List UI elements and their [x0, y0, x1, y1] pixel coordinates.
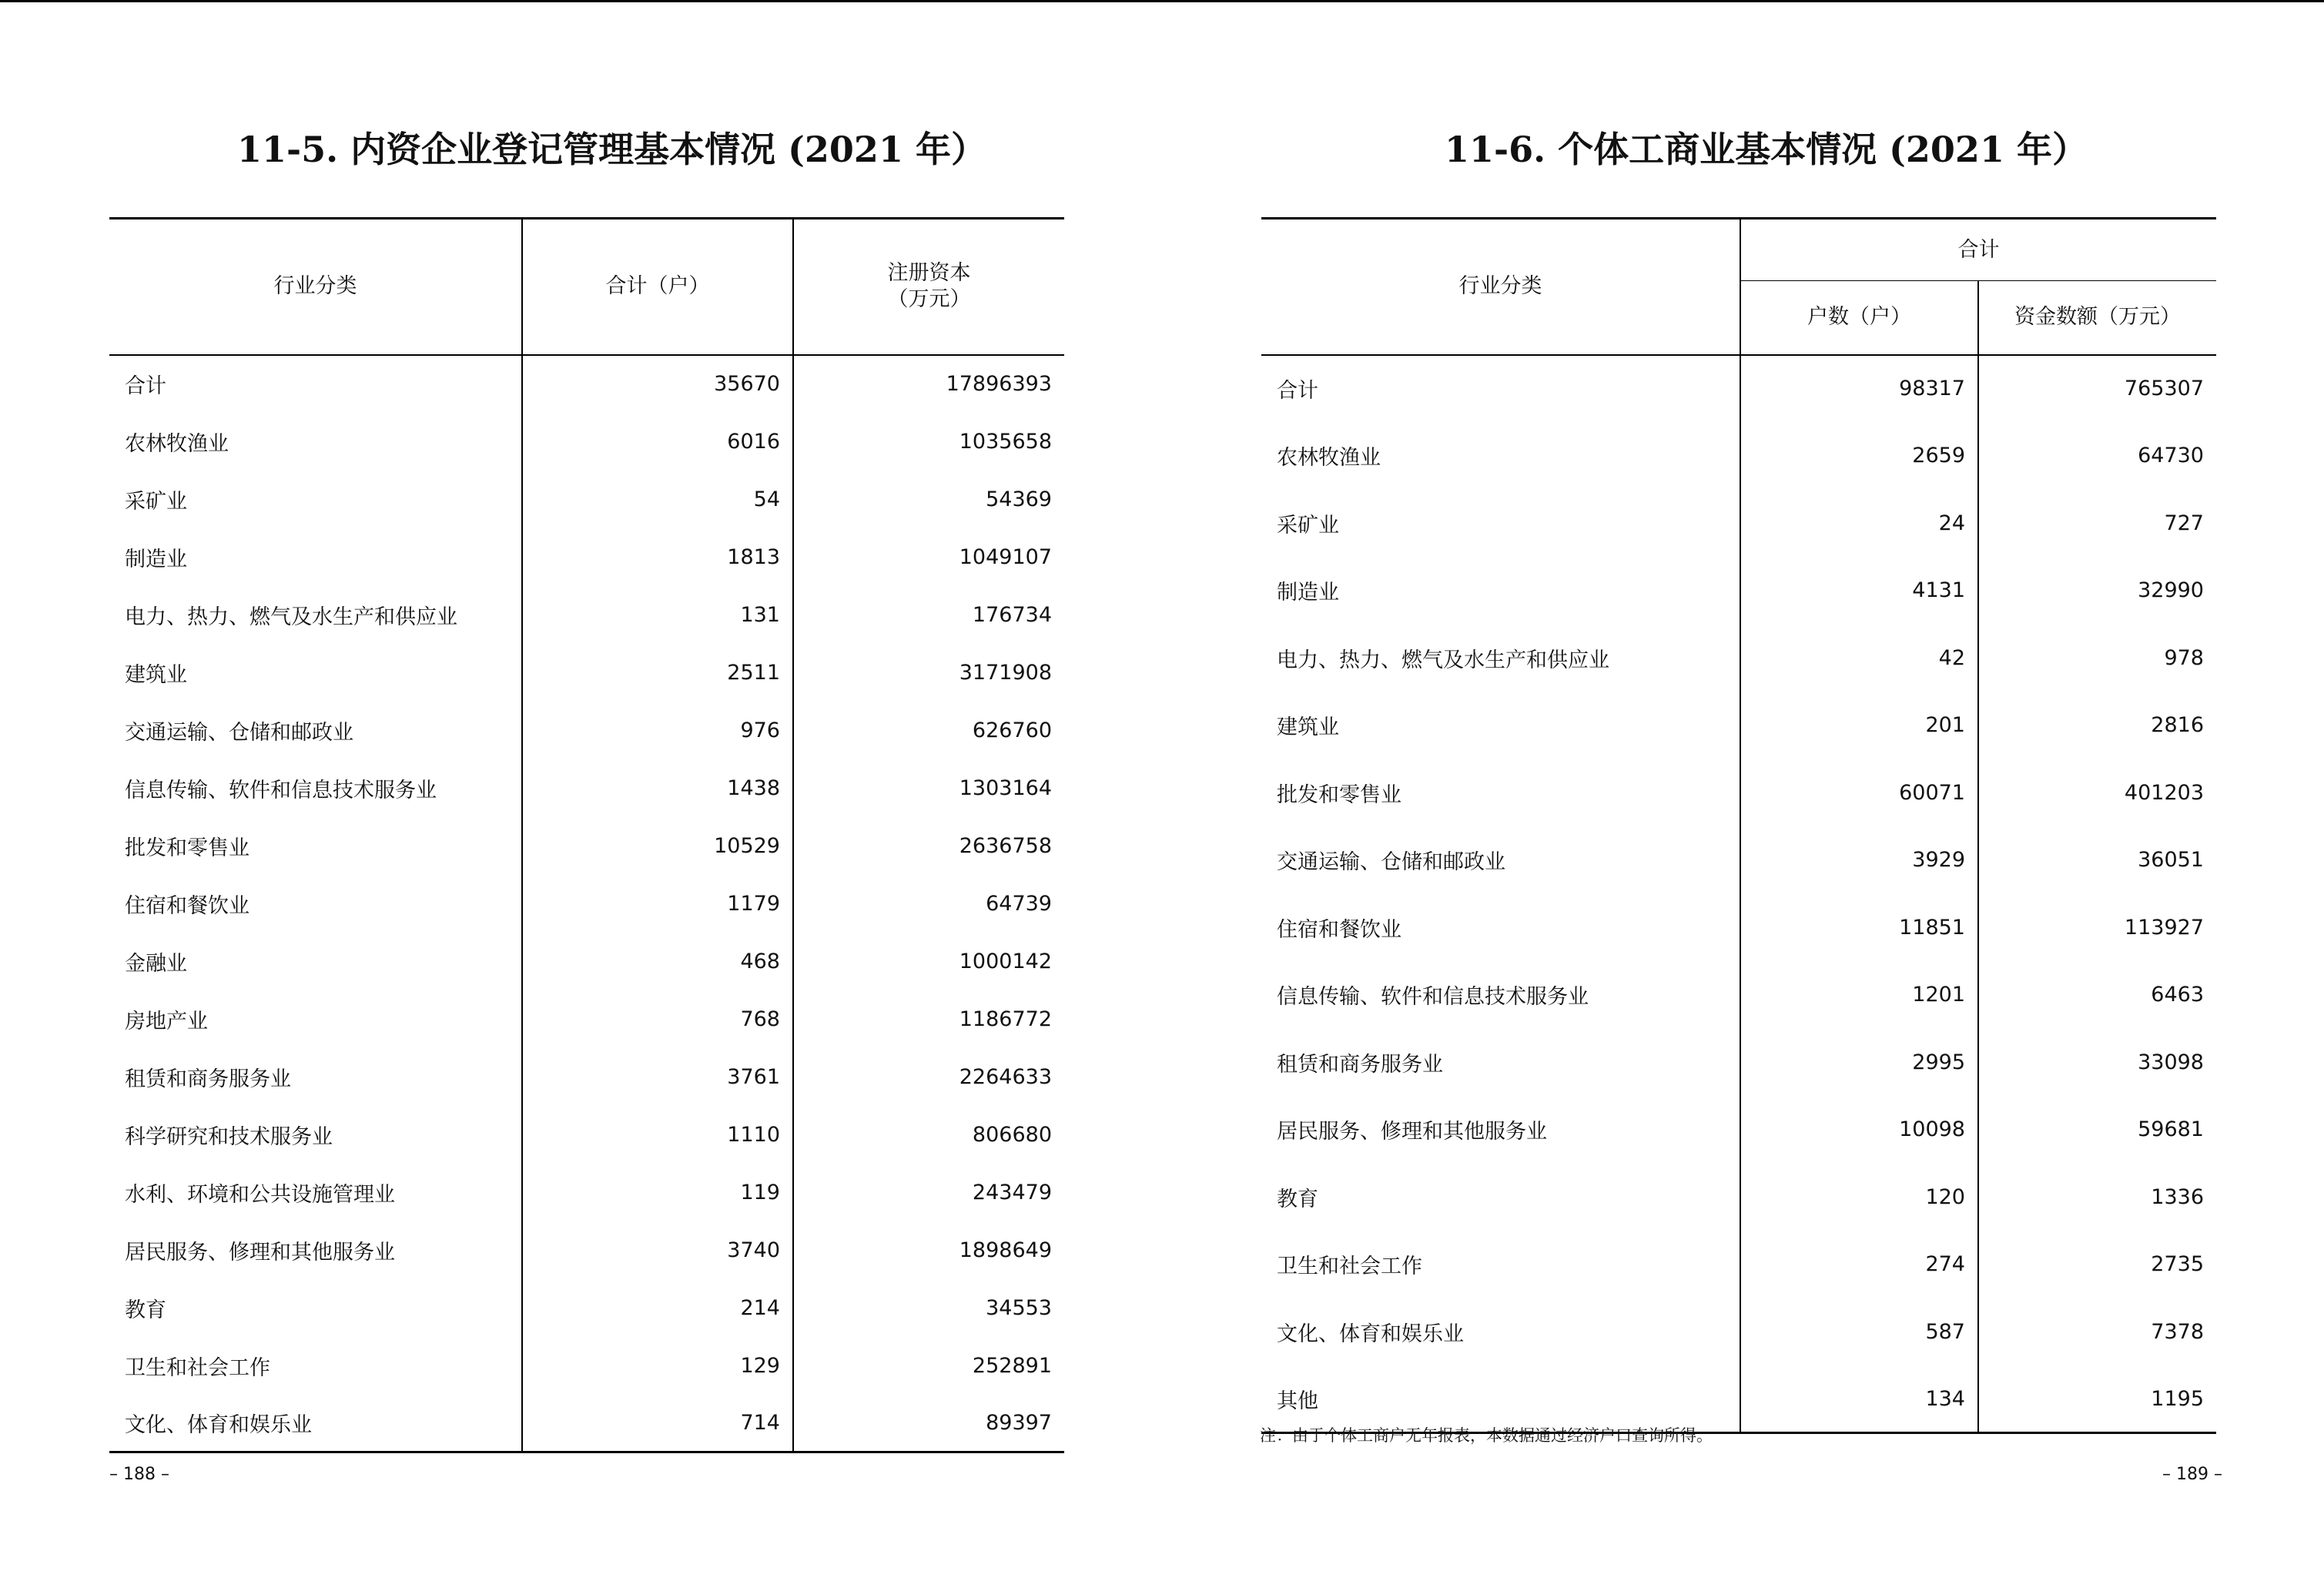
table-row	[1261, 894, 2216, 962]
row-capital: 252891	[793, 1337, 1064, 1395]
row-count: 35670	[522, 355, 793, 413]
table-row	[1261, 557, 2216, 625]
right-table-body	[1261, 355, 2216, 1433]
row-label: 住宿和餐饮业	[125, 893, 249, 918]
row-households: 60071	[1740, 759, 1978, 827]
header-capital-line2: （万元）	[887, 287, 971, 312]
row-capital: 176734	[793, 586, 1064, 644]
table-row	[109, 528, 1064, 586]
row-households: 4131	[1740, 557, 1978, 625]
row-households: 201	[1740, 692, 1978, 759]
table-row	[109, 875, 1064, 933]
header-count: 合计（户）	[522, 219, 793, 355]
table-row	[1261, 961, 2216, 1029]
left-table-body	[109, 355, 1064, 1452]
row-funds: 113927	[1978, 894, 2216, 962]
table-row	[1261, 625, 2216, 692]
row-capital: 54369	[793, 471, 1064, 528]
table-row	[109, 586, 1064, 644]
row-label: 科学研究和技术服务业	[125, 1124, 333, 1149]
row-funds: 765307	[1978, 355, 2216, 423]
row-count: 2511	[522, 644, 793, 702]
row-funds: 32990	[1978, 557, 2216, 625]
header-row-top	[1261, 219, 2216, 281]
row-capital: 1049107	[793, 528, 1064, 586]
row-label: 文化、体育和娱乐业	[1277, 1322, 1464, 1346]
row-households: 2995	[1740, 1029, 1978, 1097]
row-capital: 64739	[793, 875, 1064, 933]
row-capital: 17896393	[793, 355, 1064, 413]
header-total-group: 合计	[1740, 219, 2216, 281]
table-row	[1261, 692, 2216, 759]
row-capital: 243479	[793, 1164, 1064, 1221]
row-funds: 2735	[1978, 1231, 2216, 1298]
row-label: 信息传输、软件和信息技术服务业	[1277, 985, 1589, 1010]
row-funds: 978	[1978, 625, 2216, 692]
table-row	[109, 355, 1064, 413]
row-households: 10098	[1740, 1096, 1978, 1164]
table-row	[109, 644, 1064, 702]
row-label: 房地产业	[125, 1009, 208, 1034]
table-row	[109, 1221, 1064, 1279]
header-row	[109, 219, 1064, 355]
row-count: 119	[522, 1164, 793, 1221]
row-capital: 626760	[793, 702, 1064, 759]
page-number-left: – 188 –	[109, 1465, 169, 1484]
row-capital: 1000142	[793, 933, 1064, 990]
row-funds: 6463	[1978, 961, 2216, 1029]
row-capital: 806680	[793, 1106, 1064, 1164]
row-count: 1179	[522, 875, 793, 933]
table-row	[109, 990, 1064, 1048]
row-label: 租赁和商务服务业	[1277, 1052, 1443, 1077]
row-label: 水利、环境和公共设施管理业	[125, 1182, 395, 1207]
row-capital: 3171908	[793, 644, 1064, 702]
row-count: 3761	[522, 1048, 793, 1106]
row-funds: 7378	[1978, 1298, 2216, 1366]
header-households: 户数（户）	[1740, 281, 1978, 355]
row-label: 金融业	[125, 951, 187, 976]
table-row	[109, 1337, 1064, 1395]
header-funds: 资金数额（万元）	[1978, 281, 2216, 355]
row-funds: 1195	[1978, 1365, 2216, 1433]
row-label: 建筑业	[1277, 715, 1339, 740]
row-households: 98317	[1740, 355, 1978, 423]
table-row	[1261, 1164, 2216, 1231]
header-capital-line1: 注册资本	[887, 261, 971, 286]
table-row	[1261, 826, 2216, 894]
header-category: 行业分类	[1261, 219, 1740, 355]
row-capital: 2264633	[793, 1048, 1064, 1106]
header-category: 行业分类	[109, 219, 522, 355]
row-funds: 59681	[1978, 1096, 2216, 1164]
row-label: 制造业	[1277, 581, 1339, 605]
row-funds: 36051	[1978, 826, 2216, 894]
row-label: 教育	[1277, 1187, 1318, 1211]
right-table-title: 11-6. 个体工商业基本情况 (2021 年）	[1445, 129, 2088, 170]
row-count: 54	[522, 471, 793, 528]
row-count: 131	[522, 586, 793, 644]
row-households: 11851	[1740, 894, 1978, 962]
row-label: 制造业	[125, 547, 187, 571]
row-label: 居民服务、修理和其他服务业	[125, 1240, 395, 1265]
row-funds: 64730	[1978, 422, 2216, 490]
table-row	[109, 1048, 1064, 1106]
row-label: 交通运输、仓储和邮政业	[1277, 850, 1505, 875]
table-row	[109, 1395, 1064, 1452]
row-count: 129	[522, 1337, 793, 1395]
row-count: 976	[522, 702, 793, 759]
table-row	[109, 1106, 1064, 1164]
row-label: 采矿业	[1277, 513, 1339, 538]
row-households: 3929	[1740, 826, 1978, 894]
row-count: 714	[522, 1395, 793, 1452]
row-capital: 1898649	[793, 1221, 1064, 1279]
row-capital: 1035658	[793, 413, 1064, 471]
row-count: 6016	[522, 413, 793, 471]
row-label: 合计	[1277, 379, 1318, 404]
row-label: 信息传输、软件和信息技术服务业	[125, 778, 437, 802]
table-row	[109, 702, 1064, 759]
row-label: 交通运输、仓储和邮政业	[125, 720, 353, 745]
row-count: 3740	[522, 1221, 793, 1279]
row-label: 居民服务、修理和其他服务业	[1277, 1120, 1547, 1144]
table-row	[1261, 759, 2216, 827]
row-label: 电力、热力、燃气及水生产和供应业	[125, 605, 457, 629]
row-label: 文化、体育和娱乐业	[125, 1412, 312, 1437]
table-row	[1261, 1096, 2216, 1164]
row-label: 教育	[125, 1298, 166, 1322]
row-count: 1438	[522, 759, 793, 817]
row-label: 住宿和餐饮业	[1277, 917, 1401, 942]
table-row	[1261, 422, 2216, 490]
row-count: 10529	[522, 817, 793, 875]
table-row	[109, 471, 1064, 528]
row-count: 1110	[522, 1106, 793, 1164]
individual-business-table	[1261, 217, 2216, 1434]
row-capital: 89397	[793, 1395, 1064, 1452]
table-row	[1261, 490, 2216, 558]
row-households: 24	[1740, 490, 1978, 558]
row-count: 214	[522, 1279, 793, 1337]
row-capital: 2636758	[793, 817, 1064, 875]
row-label: 卫生和社会工作	[1277, 1255, 1422, 1279]
page-number-right: – 189 –	[2162, 1465, 2222, 1484]
table-row	[109, 413, 1064, 471]
table-row	[109, 817, 1064, 875]
table-row	[1261, 1298, 2216, 1366]
row-capital: 1303164	[793, 759, 1064, 817]
row-label: 农林牧渔业	[125, 431, 229, 456]
row-households: 42	[1740, 625, 1978, 692]
row-label: 农林牧渔业	[1277, 446, 1381, 471]
table-row	[109, 759, 1064, 817]
table-row	[109, 1279, 1064, 1337]
table-row	[109, 1164, 1064, 1221]
row-label: 采矿业	[125, 489, 187, 514]
row-funds: 2816	[1978, 692, 2216, 759]
table-row	[1261, 1231, 2216, 1298]
table-row	[1261, 355, 2216, 423]
row-count: 1813	[522, 528, 793, 586]
row-label: 卫生和社会工作	[125, 1355, 270, 1380]
row-count: 468	[522, 933, 793, 990]
row-households: 134	[1740, 1365, 1978, 1433]
row-label: 建筑业	[125, 662, 187, 687]
row-count: 768	[522, 990, 793, 1048]
row-households: 120	[1740, 1164, 1978, 1231]
row-label: 其他	[1277, 1389, 1318, 1413]
row-households: 1201	[1740, 961, 1978, 1029]
row-label: 租赁和商务服务业	[125, 1067, 291, 1091]
row-funds: 727	[1978, 490, 2216, 558]
row-label: 批发和零售业	[1277, 782, 1401, 807]
row-label: 合计	[125, 374, 166, 398]
row-label: 批发和零售业	[125, 836, 249, 860]
domestic-enterprise-table	[109, 217, 1064, 1453]
row-households: 274	[1740, 1231, 1978, 1298]
header-registered-capital	[793, 219, 1064, 355]
row-label: 电力、热力、燃气及水生产和供应业	[1277, 648, 1609, 672]
row-funds: 33098	[1978, 1029, 2216, 1097]
top-border-line	[0, 0, 2324, 2]
footnote: 注：由于个体工商户无年报表，本数据通过经济户口查询所得。	[1260, 1426, 1713, 1445]
table-row	[1261, 1029, 2216, 1097]
row-households: 587	[1740, 1298, 1978, 1366]
row-capital: 1186772	[793, 990, 1064, 1048]
row-capital: 34553	[793, 1279, 1064, 1337]
row-funds: 1336	[1978, 1164, 2216, 1231]
table-row	[109, 933, 1064, 990]
row-funds: 401203	[1978, 759, 2216, 827]
row-households: 2659	[1740, 422, 1978, 490]
left-table-title: 11-5. 内资企业登记管理基本情况 (2021 年）	[237, 129, 986, 170]
